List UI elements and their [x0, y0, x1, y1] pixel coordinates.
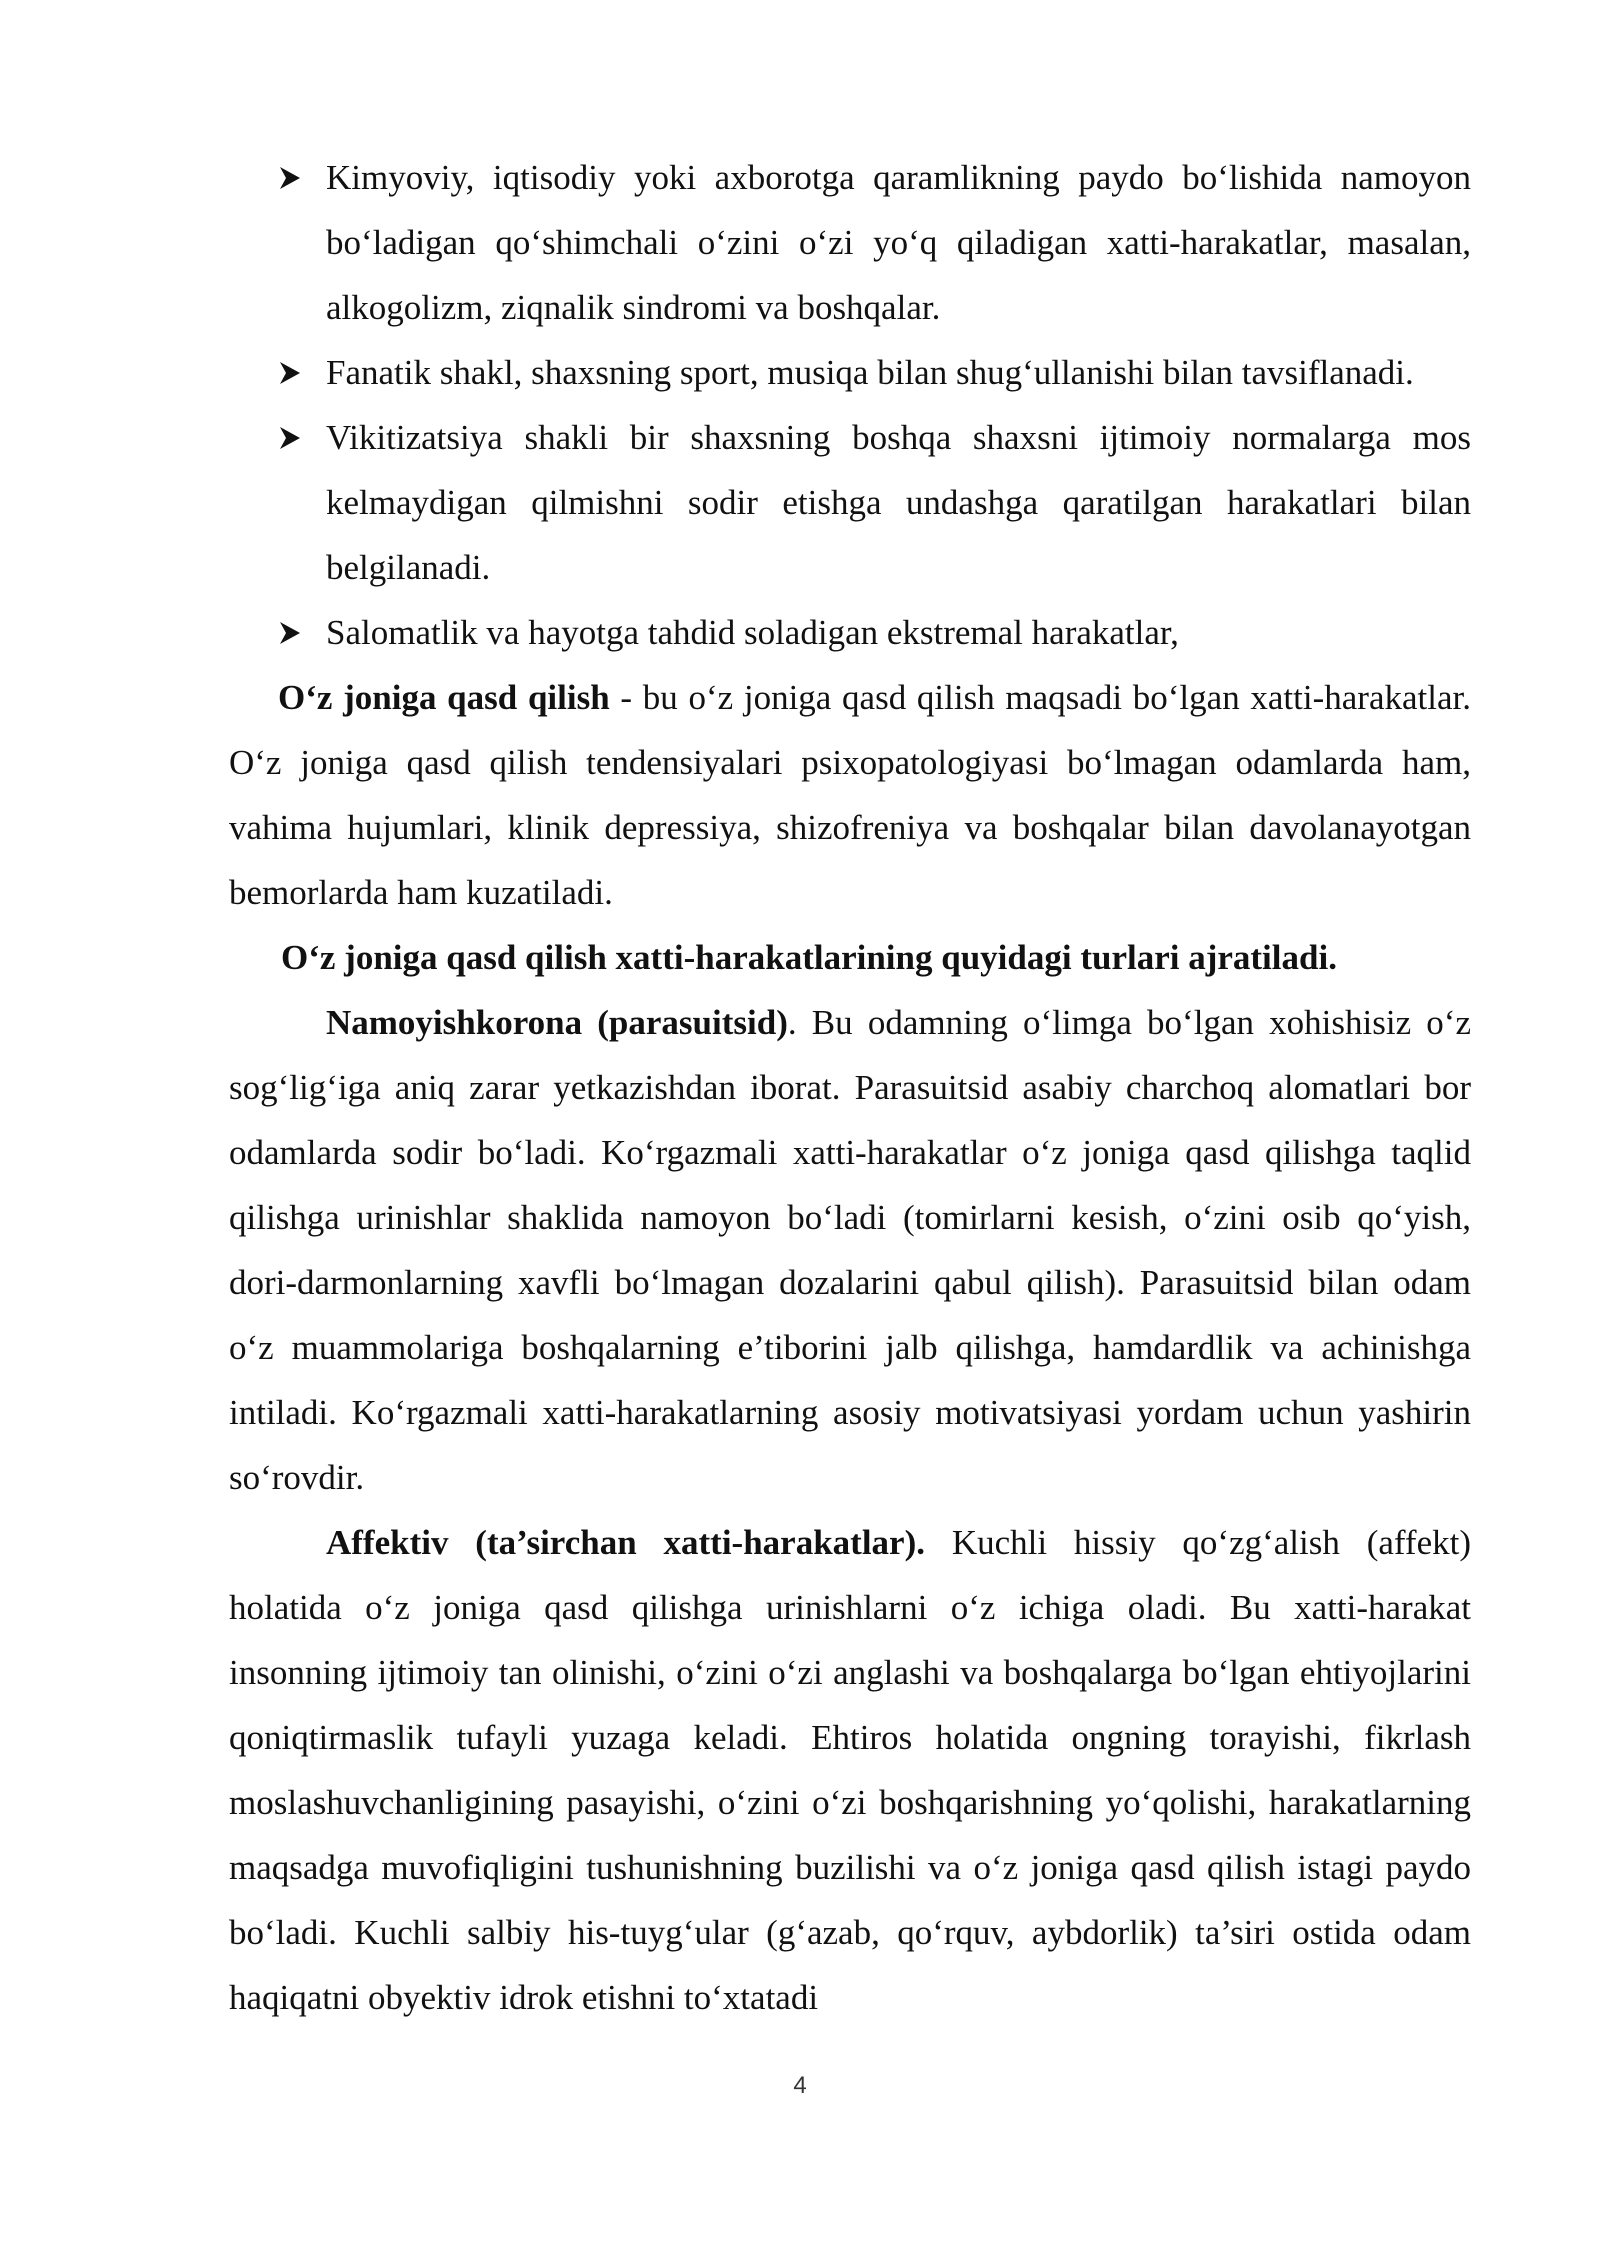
section-heading: O‘z joniga qasd qilish xatti-harakatlarining quyidagi turlari ajratiladi. [281, 938, 1337, 977]
bullet-item [229, 145, 1471, 340]
bullet-item [229, 340, 1471, 405]
arrowhead-bullet-icon [279, 340, 319, 405]
paragraph-parasuitsid [229, 990, 1471, 1510]
arrowhead-bullet-icon [279, 600, 319, 665]
bullet-text: Fanatik shakl, shaxsning sport, musiqa bilan shug‘ullanishi bilan tavsiflanadi. [326, 353, 1414, 392]
definition-term: O‘z joniga qasd qilish [278, 678, 610, 717]
paragraph-term: Namoyishkorona (parasuitsid) [326, 1003, 788, 1042]
bullet-text: Vikitizatsiya shakli bir shaxsning boshqa shaxsni ijtimoiy normalarga mos kelmaydigan qilmishni sodir etishga undashga qaratilgan harakatlari bilan belgilanadi. [326, 418, 1471, 587]
bullet-text: Kimyoviy, iqtisodiy yoki axborotga qaramlikning paydo bo‘lishida namoyon bo‘ladigan qo‘shimchali o‘zini o‘zi yo‘q qiladigan xatti-harakatlar, masalan, alkogolizm, ziqnalik sindromi va boshqalar. [326, 158, 1471, 327]
bullet-item [229, 600, 1471, 665]
arrowhead-bullet-icon [279, 145, 319, 210]
paragraph-text: . Bu odamning o‘limga bo‘lgan xohishisiz o‘z sog‘lig‘iga aniq zarar yetkazishdan iborat. Parasuitsid asabiy charchoq alomatlari bor odamlarda sodir bo‘ladi. Ko‘rgazmali xatti-harakatlar o‘z joniga qasd qilishga taqlid qilishga urinishlar shaklida namoyon bo‘ladi (tomirlarni kesish, o‘zini osib qo‘yish, dori-darmonlarning xavfli bo‘lmagan dozalarini qabul qilish). Parasuitsid bilan odam o‘z muammolariga boshqalarning e’tiborini jalb qilishga, hamdardlik va achinishga intiladi. Ko‘rgazmali xatti-harakatlarning asosiy motivatsiyasi yordam uchun yashirin so‘rovdir. [229, 1003, 1471, 1497]
bullet-text: Salomatlik va hayotga tahdid soladigan ekstremal harakatlar, [326, 613, 1179, 652]
arrowhead-bullet-icon [279, 405, 319, 470]
definition-paragraph [229, 665, 1471, 925]
paragraph-term: Affektiv (ta’sirchan xatti-harakatlar). [326, 1523, 925, 1562]
definition-text: - bu o‘z joniga qasd qilish maqsadi bo‘lgan xatti-harakatlar. O‘z joniga qasd qilish tendensiyalari psixopatologiyasi bo‘lmagan odamlarda ham, vahima hujumlari, klinik depressiya, shizofreniya va boshqalar bilan davolanayotgan bemorlarda ham kuzatiladi. [229, 678, 1471, 912]
document-page [229, 145, 1471, 2030]
page-number: 4 [793, 2072, 807, 2099]
paragraph-text: Kuchli hissiy qo‘zg‘alish (affekt) holatida o‘z joniga qasd qilishga urinishlarni o‘z ichiga oladi. Bu xatti-harakat insonning ijtimoiy tan olinishi, o‘zini o‘zi anglashi va boshqalarga bo‘lgan ehtiyojlarini qoniqtirmaslik tufayli yuzaga keladi. Ehtiros holatida ongning torayishi, fikrlash moslashuvchanligining pasayishi, o‘zini o‘zi boshqarishning yo‘qolishi, harakatlarning maqsadga muvofiqligini tushunishning buzilishi va o‘z joniga qasd qilish istagi paydo bo‘ladi. Kuchli salbiy his-tuyg‘ular (g‘azab, qo‘rquv, aybdorlik) ta’siri ostida odam haqiqatni obyektiv idrok etishni to‘xtatadi [229, 1523, 1471, 2017]
bullet-item [229, 405, 1471, 600]
paragraph-affektiv [229, 1510, 1471, 2030]
